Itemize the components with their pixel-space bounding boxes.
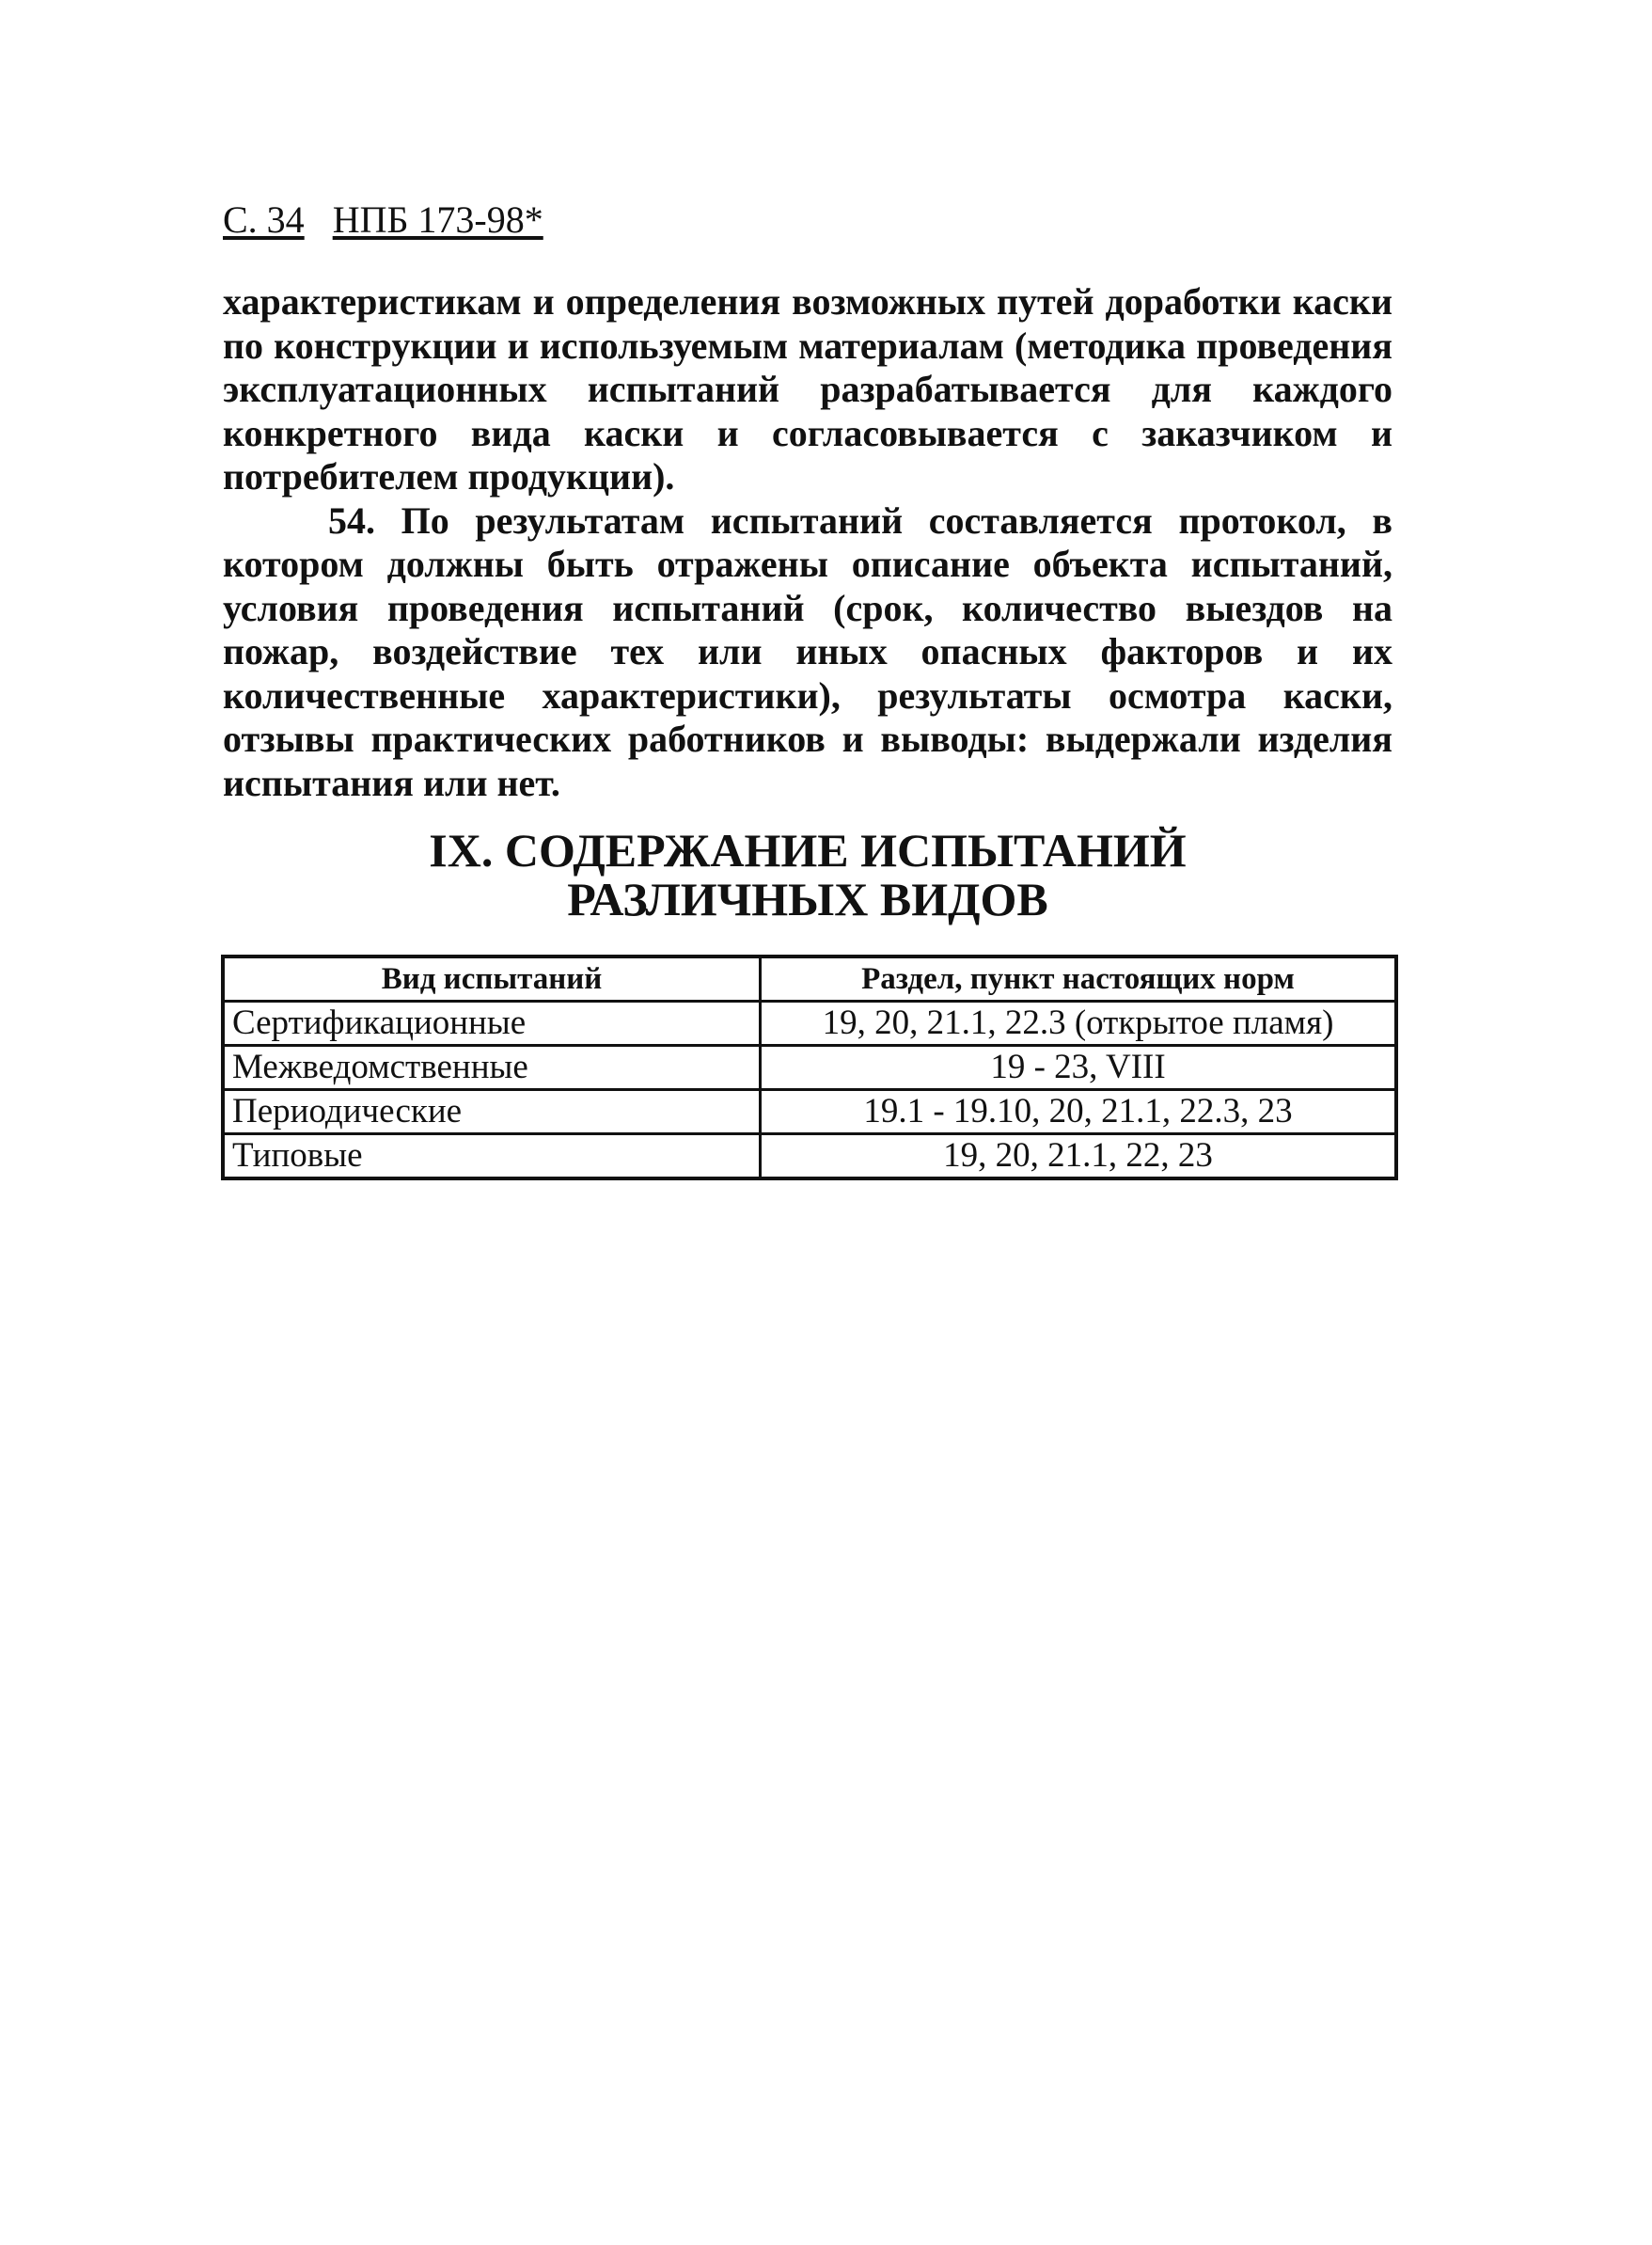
body-text: [223, 280, 1392, 805]
paragraph-continued: характеристикам и определения возможных путей доработки каски по конструкции и используемым материалам (методика проведения эксплуатационных испытаний разрабатывается для каждого конкретного вида каски и согласовывается с заказчиком и потребителем продукции).: [223, 280, 1392, 498]
paragraph-54: 54. По результатам испытаний составляется протокол, в котором должны быть отражены описание объекта испытаний, условия проведения испытаний (срок, количество выездов на пожар, воздействие тех или иных опасных факторов и их количественные характеристики), результаты осмотра каски, отзывы практических работников и выводы: выдержали изделия испытания или нет.: [223, 498, 1392, 804]
page-number: С. 34: [223, 198, 305, 241]
page-header: [223, 198, 543, 243]
table-row: [223, 1046, 1396, 1090]
table-row: [223, 1134, 1396, 1179]
table-row: [223, 1002, 1396, 1046]
cell-ref: 19, 20, 21.1, 22, 23: [761, 1134, 1397, 1179]
cell-kind: Сертификационные: [223, 1002, 761, 1046]
section-title-line1: IX. СОДЕРЖАНИЕ ИСПЫТАНИЙ: [429, 824, 1187, 877]
section-title: [223, 826, 1392, 924]
cell-ref: 19, 20, 21.1, 22.3 (открытое пламя): [761, 1002, 1397, 1046]
table-header-row: [223, 956, 1396, 1002]
cell-ref: 19.1 - 19.10, 20, 21.1, 22.3, 23: [761, 1090, 1397, 1134]
cell-kind: Межведомственные: [223, 1046, 761, 1090]
section-title-line2: РАЗЛИЧНЫХ ВИДОВ: [567, 873, 1048, 925]
column-header-kind: Вид испытаний: [223, 956, 761, 1002]
cell-kind: Периодические: [223, 1090, 761, 1134]
document-code: НПБ 173-98*: [332, 198, 543, 241]
cell-ref: 19 - 23, VIII: [761, 1046, 1397, 1090]
table-row: [223, 1090, 1396, 1134]
column-header-ref: Раздел, пункт настоящих норм: [761, 956, 1397, 1002]
cell-kind: Типовые: [223, 1134, 761, 1179]
tests-table: [221, 955, 1398, 1180]
